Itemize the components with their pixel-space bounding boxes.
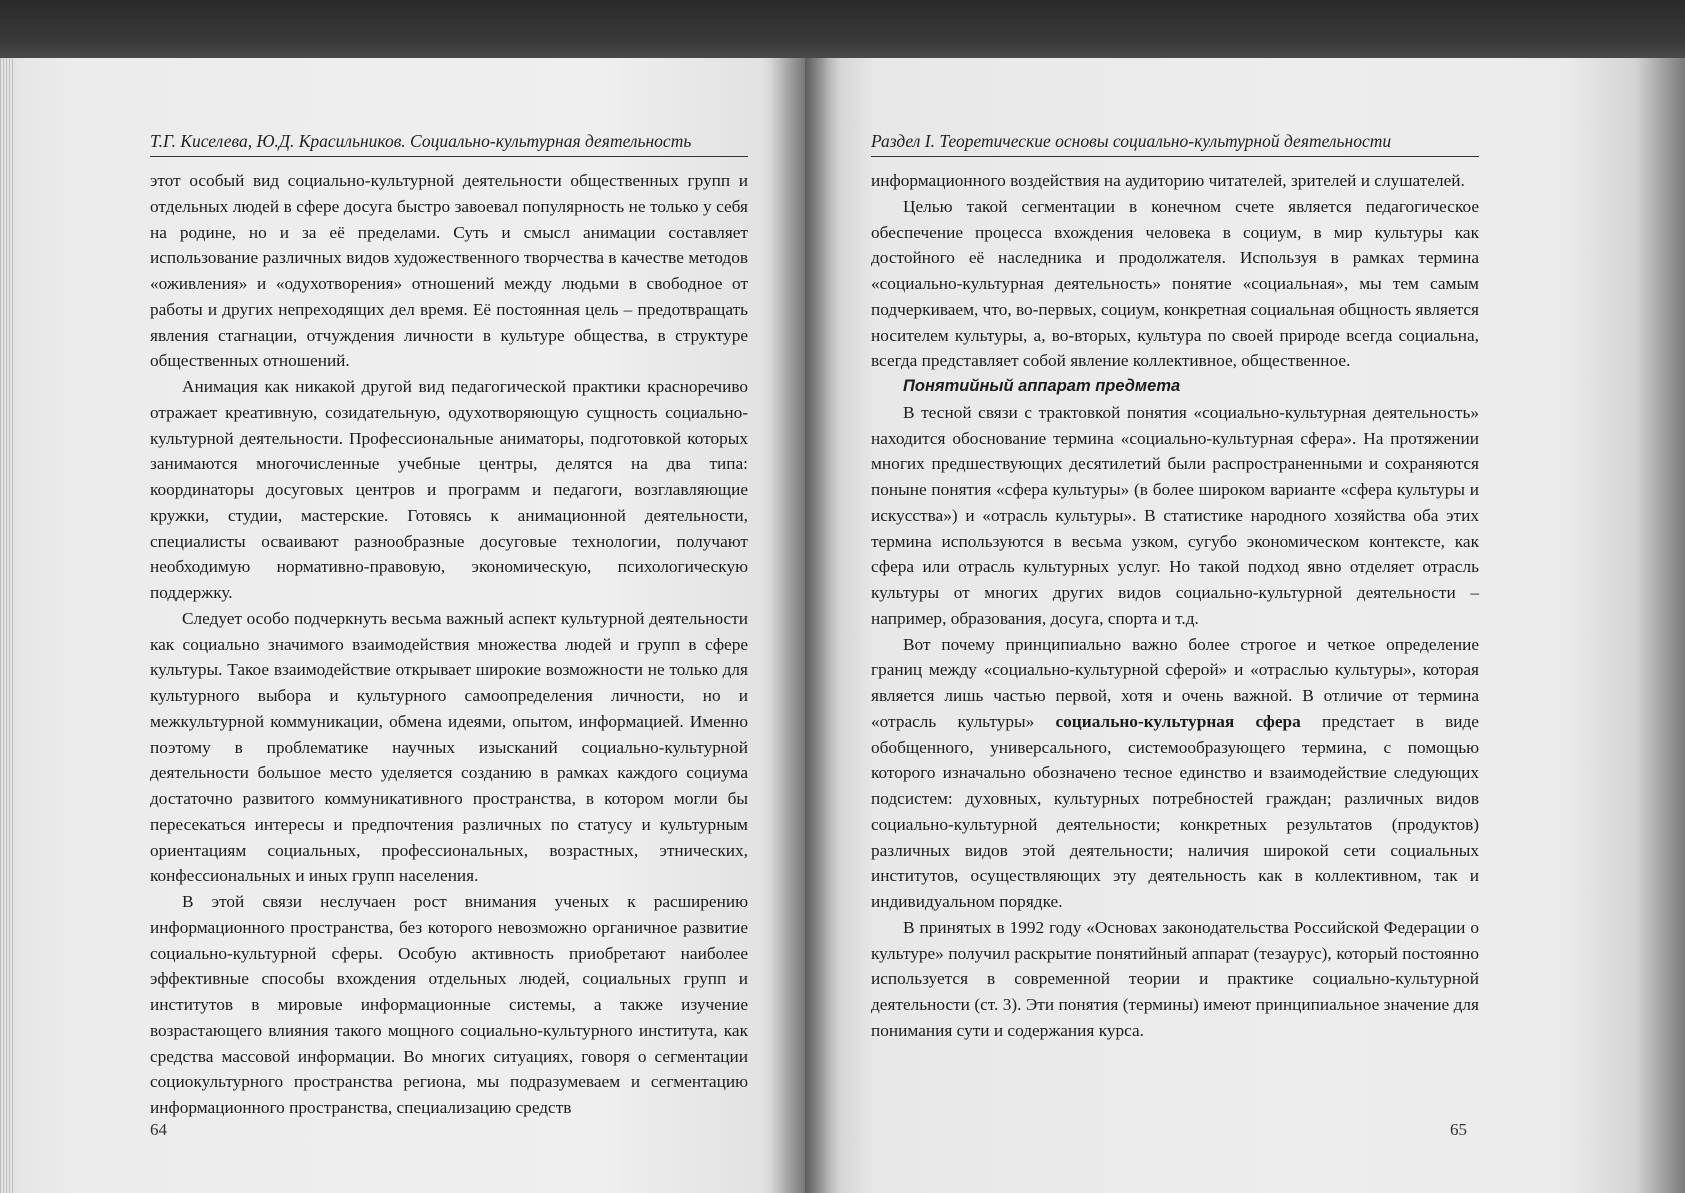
paragraph: Целью такой сегментации в конечном счете является педагогическое обеспечение процесса вхождения человека в социум, в мир культуры как достойного её наследника и продолжателя. Используя в рамках термина «социально-культурная деятельность» понятие «социальная», мы тем самым подчеркиваем, что, во-первых, социум, конкретная социальная общность является носителем культуры, а, во-вторых, культура по своей природе всегда социальна, всегда представляет собой явление коллективное, общественное. bbox=[871, 196, 1479, 371]
bold-term: социально-культурная сфера bbox=[1055, 711, 1301, 731]
section-subheading: Понятийный аппарат предмета bbox=[903, 377, 1181, 395]
paragraph-text: Вот почему принципиально важно более строгое и четкое определение границ между «социально-культурной сферой» и «отраслью культуры», которая является лишь частью первой, хотя и очень важной. В отличие от термина «отрасль культуры» bbox=[871, 634, 1479, 731]
page-edges bbox=[0, 58, 14, 1193]
paragraph-text: предстает в виде обобщенного, универсального, системообразующего термина, с помощью которого изначально обозначено тесное единство и взаимодействие следующих подсистем: духовных, культурных потребностей граждан; различных видов социально-культурной деятельности; конкретных результатов (продуктов) различных видов этой деятельности; наличия широкой сети социальных институтов, осуществляющих эту деятельность как в коллективном, так и индивидуальном порядке. bbox=[871, 711, 1479, 911]
page-number-right: 65 bbox=[1450, 1120, 1467, 1139]
paragraph: этот особый вид социально-культурной деятельности общественных групп и отдельных людей в сфере досуга быстро завоевал популярность не только у себя на родине, но и за её пределами. Суть и смысл анимации составляет использование различных видов художественного творчества в качестве методов «оживления» и «одухотворения» отношений между людьми в свободное от работы и других непреходящих дел время. Её постоянная цель – предотвращать явления стагнации, отчуждения личности в культуре общества, в структуре общественных отношений. bbox=[150, 171, 748, 371]
paragraph: В тесной связи с трактовкой понятия «социально-культурная деятельность» находится обоснование термина «социально-культурная сфера». На протяжении многих предшествующих десятилетий были распространенными и сохраняются поныне понятия «сфера культуры» (в более широком варианте «сфера культуры и искусства») и «отрасль культуры». В статистике народного хозяйства оба этих термина используются в весьма узком, сугубо экономическом контексте, как сфера или отрасль культурных услуг. Но такой подход явно отделяет отрасль культуры от многих других видов социально-культурной деятельности – например, образования, досуга, спорта и т.д. bbox=[871, 402, 1479, 628]
book-spread bbox=[0, 58, 1685, 1193]
left-page bbox=[0, 58, 805, 1193]
running-head-left: Т.Г. Киселева, Ю.Д. Красильников. Социально-культурная деятельность bbox=[150, 131, 748, 157]
paragraph: информационного воздействия на аудиторию читателей, зрителей и слушателей. bbox=[871, 171, 1465, 190]
paragraph bbox=[871, 632, 1479, 915]
body-text-left bbox=[150, 168, 748, 1121]
paragraph: Следует особо подчеркнуть весьма важный аспект культурной деятельности как социально значимого взаимодействия множества людей и групп в сфере культуры. Такое взаимодействие открывает широкие возможности не только для культурного выбора и культурного самоопределения личности, но и межкультурной коммуникации, обмена идеями, опытом, информацией. Именно поэтому в проблематике научных изысканий социально-культурной деятельности большое место уделяется созданию в рамках каждого социума достаточно развитого коммуникативного пространства, в котором могли бы пересекаться интересы и предпочтения различных по статусу и культурным ориентациям социальных, профессиональных, возрастных, этнических, конфессиональных и иных групп населения. bbox=[150, 608, 748, 886]
body-text-right bbox=[871, 168, 1479, 1044]
paragraph: Анимация как никакой другой вид педагогической практики красноречиво отражает креативную, созидательную, одухотворяющую сущность социально-культурной деятельности. Профессиональные аниматоры, подготовкой которых занимаются многочисленные учебные центры, делятся на два типа: координаторы досуговых центров и программ и педагоги, возглавляющие кружки, студии, мастерские. Готовясь к анимационной деятельности, специалисты осваивают разнообразные досуговые технологии, получают необходимую нормативно-правовую, экономическую, психологическую поддержку. bbox=[150, 377, 748, 602]
right-page bbox=[805, 58, 1685, 1193]
page-number-left: 64 bbox=[150, 1120, 167, 1139]
running-head-right: Раздел I. Теоретические основы социально-культурной деятельности bbox=[871, 131, 1479, 157]
paragraph: В принятых в 1992 году «Основах законодательства Российской Федерации о культуре» получил раскрытие понятийный аппарат (тезаурус), который постоянно используется в современной теории и практике социально-культурной деятельности (ст. 3). Эти понятия (термины) имеют принципиальное значение для понимания сути и содержания курса. bbox=[871, 917, 1479, 1040]
paragraph: В этой связи неслучаен рост внимания ученых к расширению информационного пространства, без которого невозможно органичное развитие социально-культурной сферы. Особую активность приобретают наиболее эффективные способы вхождения отдельных людей, социальных групп и институтов в мировые информационные системы, а также изучение возрастающего влияния такого мощного социально-культурного института, как средства массовой информации. Во многих ситуациях, говоря о сегментации социокультурного пространства региона, мы подразумеваем и сегментацию информационного пространства, специализацию средств bbox=[150, 892, 748, 1117]
